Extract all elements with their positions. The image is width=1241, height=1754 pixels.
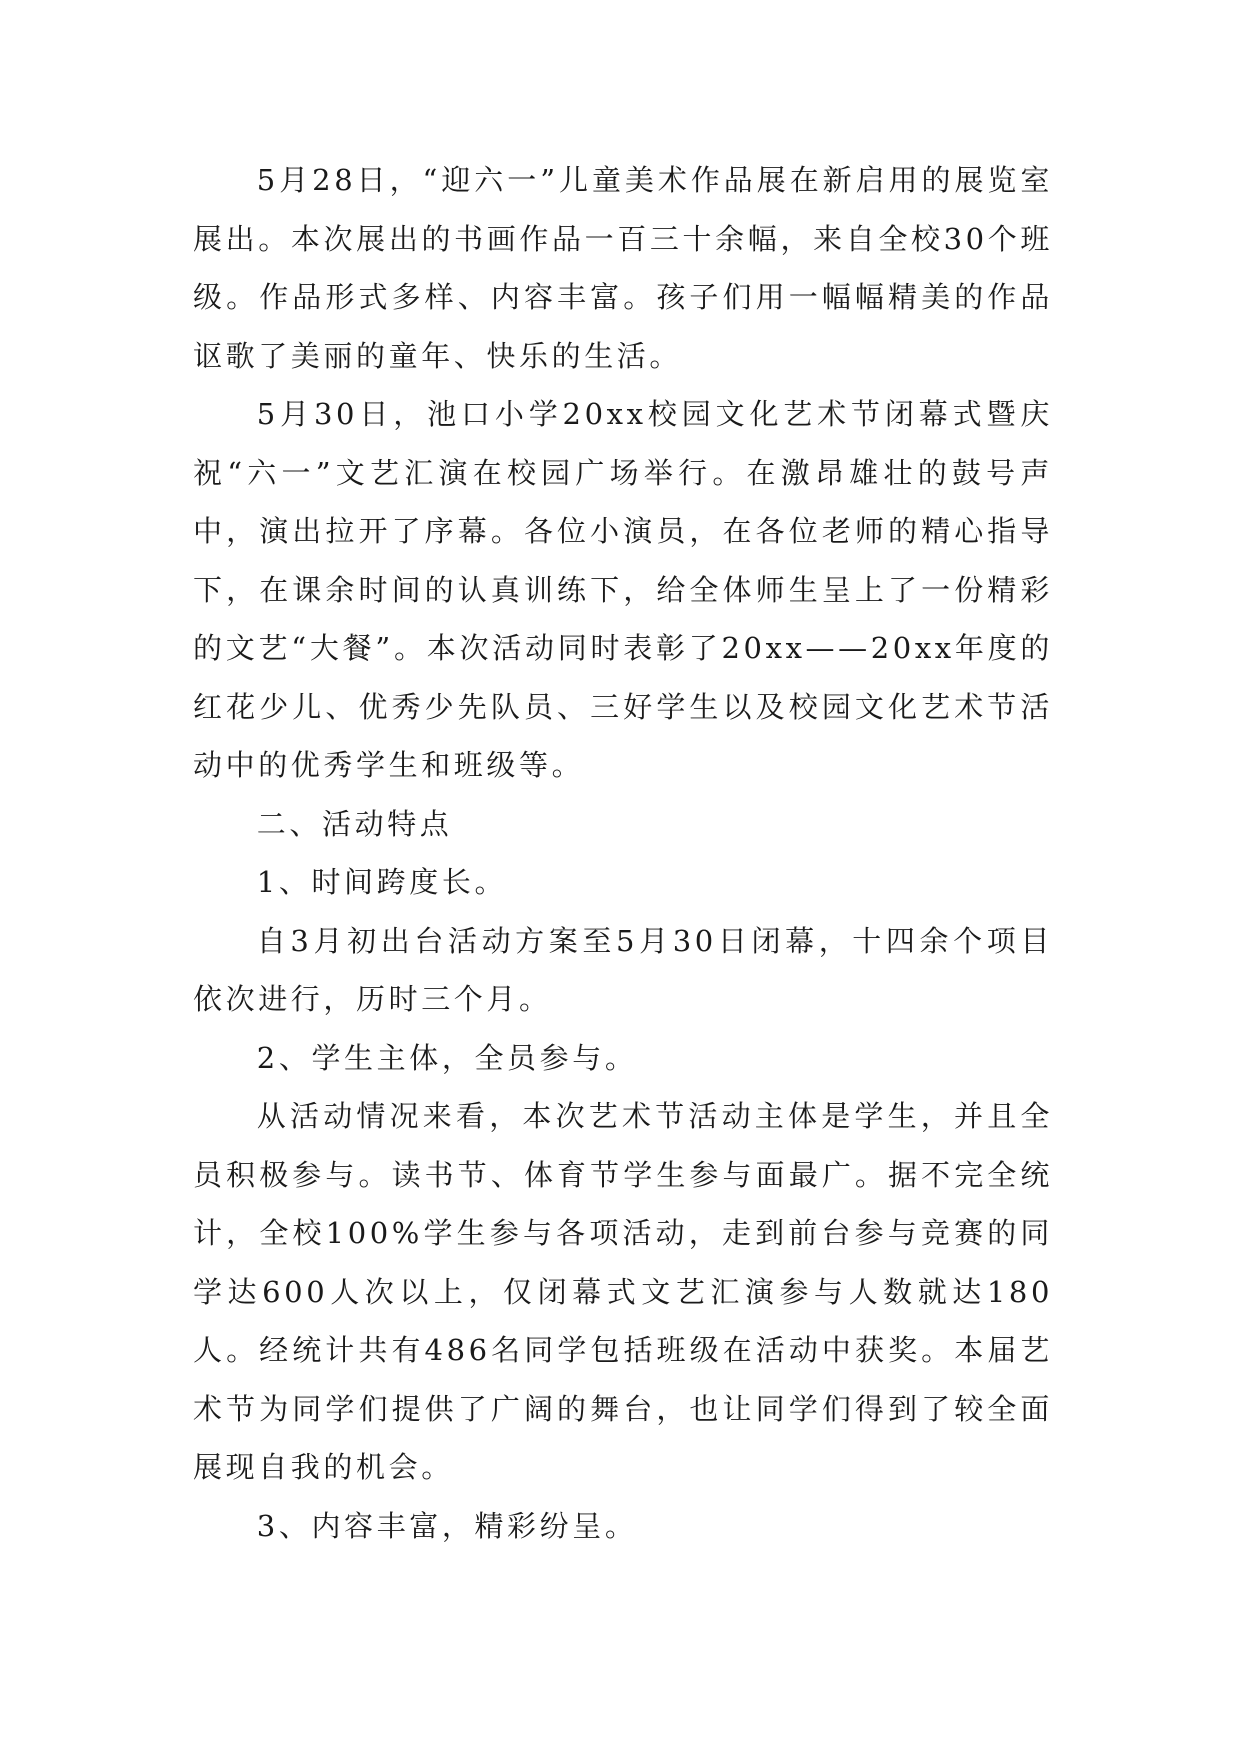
section-heading-features: 二、活动特点 <box>256 806 453 841</box>
feature-heading-2: 2、学生主体，全员参与。 <box>256 1040 638 1075</box>
paragraph-closing-ceremony: 5月30日，池口小学20xx校园文化艺术节闭幕式暨庆祝“六一”文艺汇演在校园广场举行。在激昂雄壮的鼓号声中，演出拉开了序幕。各位小演员，在各位老师的精心指导下，在课余时间的认真训练下，给全体师生呈上了一份精彩的文艺“大餐”。本次活动同时表彰了20xx——20xx年度的红花少儿、优秀少先队员、三好学生以及校园文化艺术节活动中的优秀学生和班级等。 <box>193 397 1053 782</box>
feature-heading-1: 1、时间跨度长。 <box>256 865 508 899</box>
feature-heading-3: 3、内容丰富，精彩纷呈。 <box>256 1508 638 1543</box>
paragraph-feature-2: 从活动情况来看，本次艺术节活动主体是学生，并且全员积极参与。读书节、体育节学生参与面最广。据不完全统计，全校100%学生参与各项活动，走到前台参与竞赛的同学达600人次以上，仅闭幕式文艺汇演参与人数就达180人。经统计共有486名同学包括班级在活动中获奖。本届艺术节为同学们提供了广阔的舞台，也让同学们得到了较全面展现自我的机会。 <box>193 1099 1053 1484</box>
paragraph-art-exhibition: 5月28日，“迎六一”儿童美术作品展在新启用的展览室展出。本次展出的书画作品一百三十余幅，来自全校30个班级。作品形式多样、内容丰富。孩子们用一幅幅精美的作品讴歌了美丽的童年、快乐的生活。 <box>193 163 1053 373</box>
paragraph-feature-1: 自3月初出台活动方案至5月30日闭幕，十四余个项目依次进行，历时三个月。 <box>193 923 1053 1016</box>
document-body <box>193 151 1053 1555</box>
